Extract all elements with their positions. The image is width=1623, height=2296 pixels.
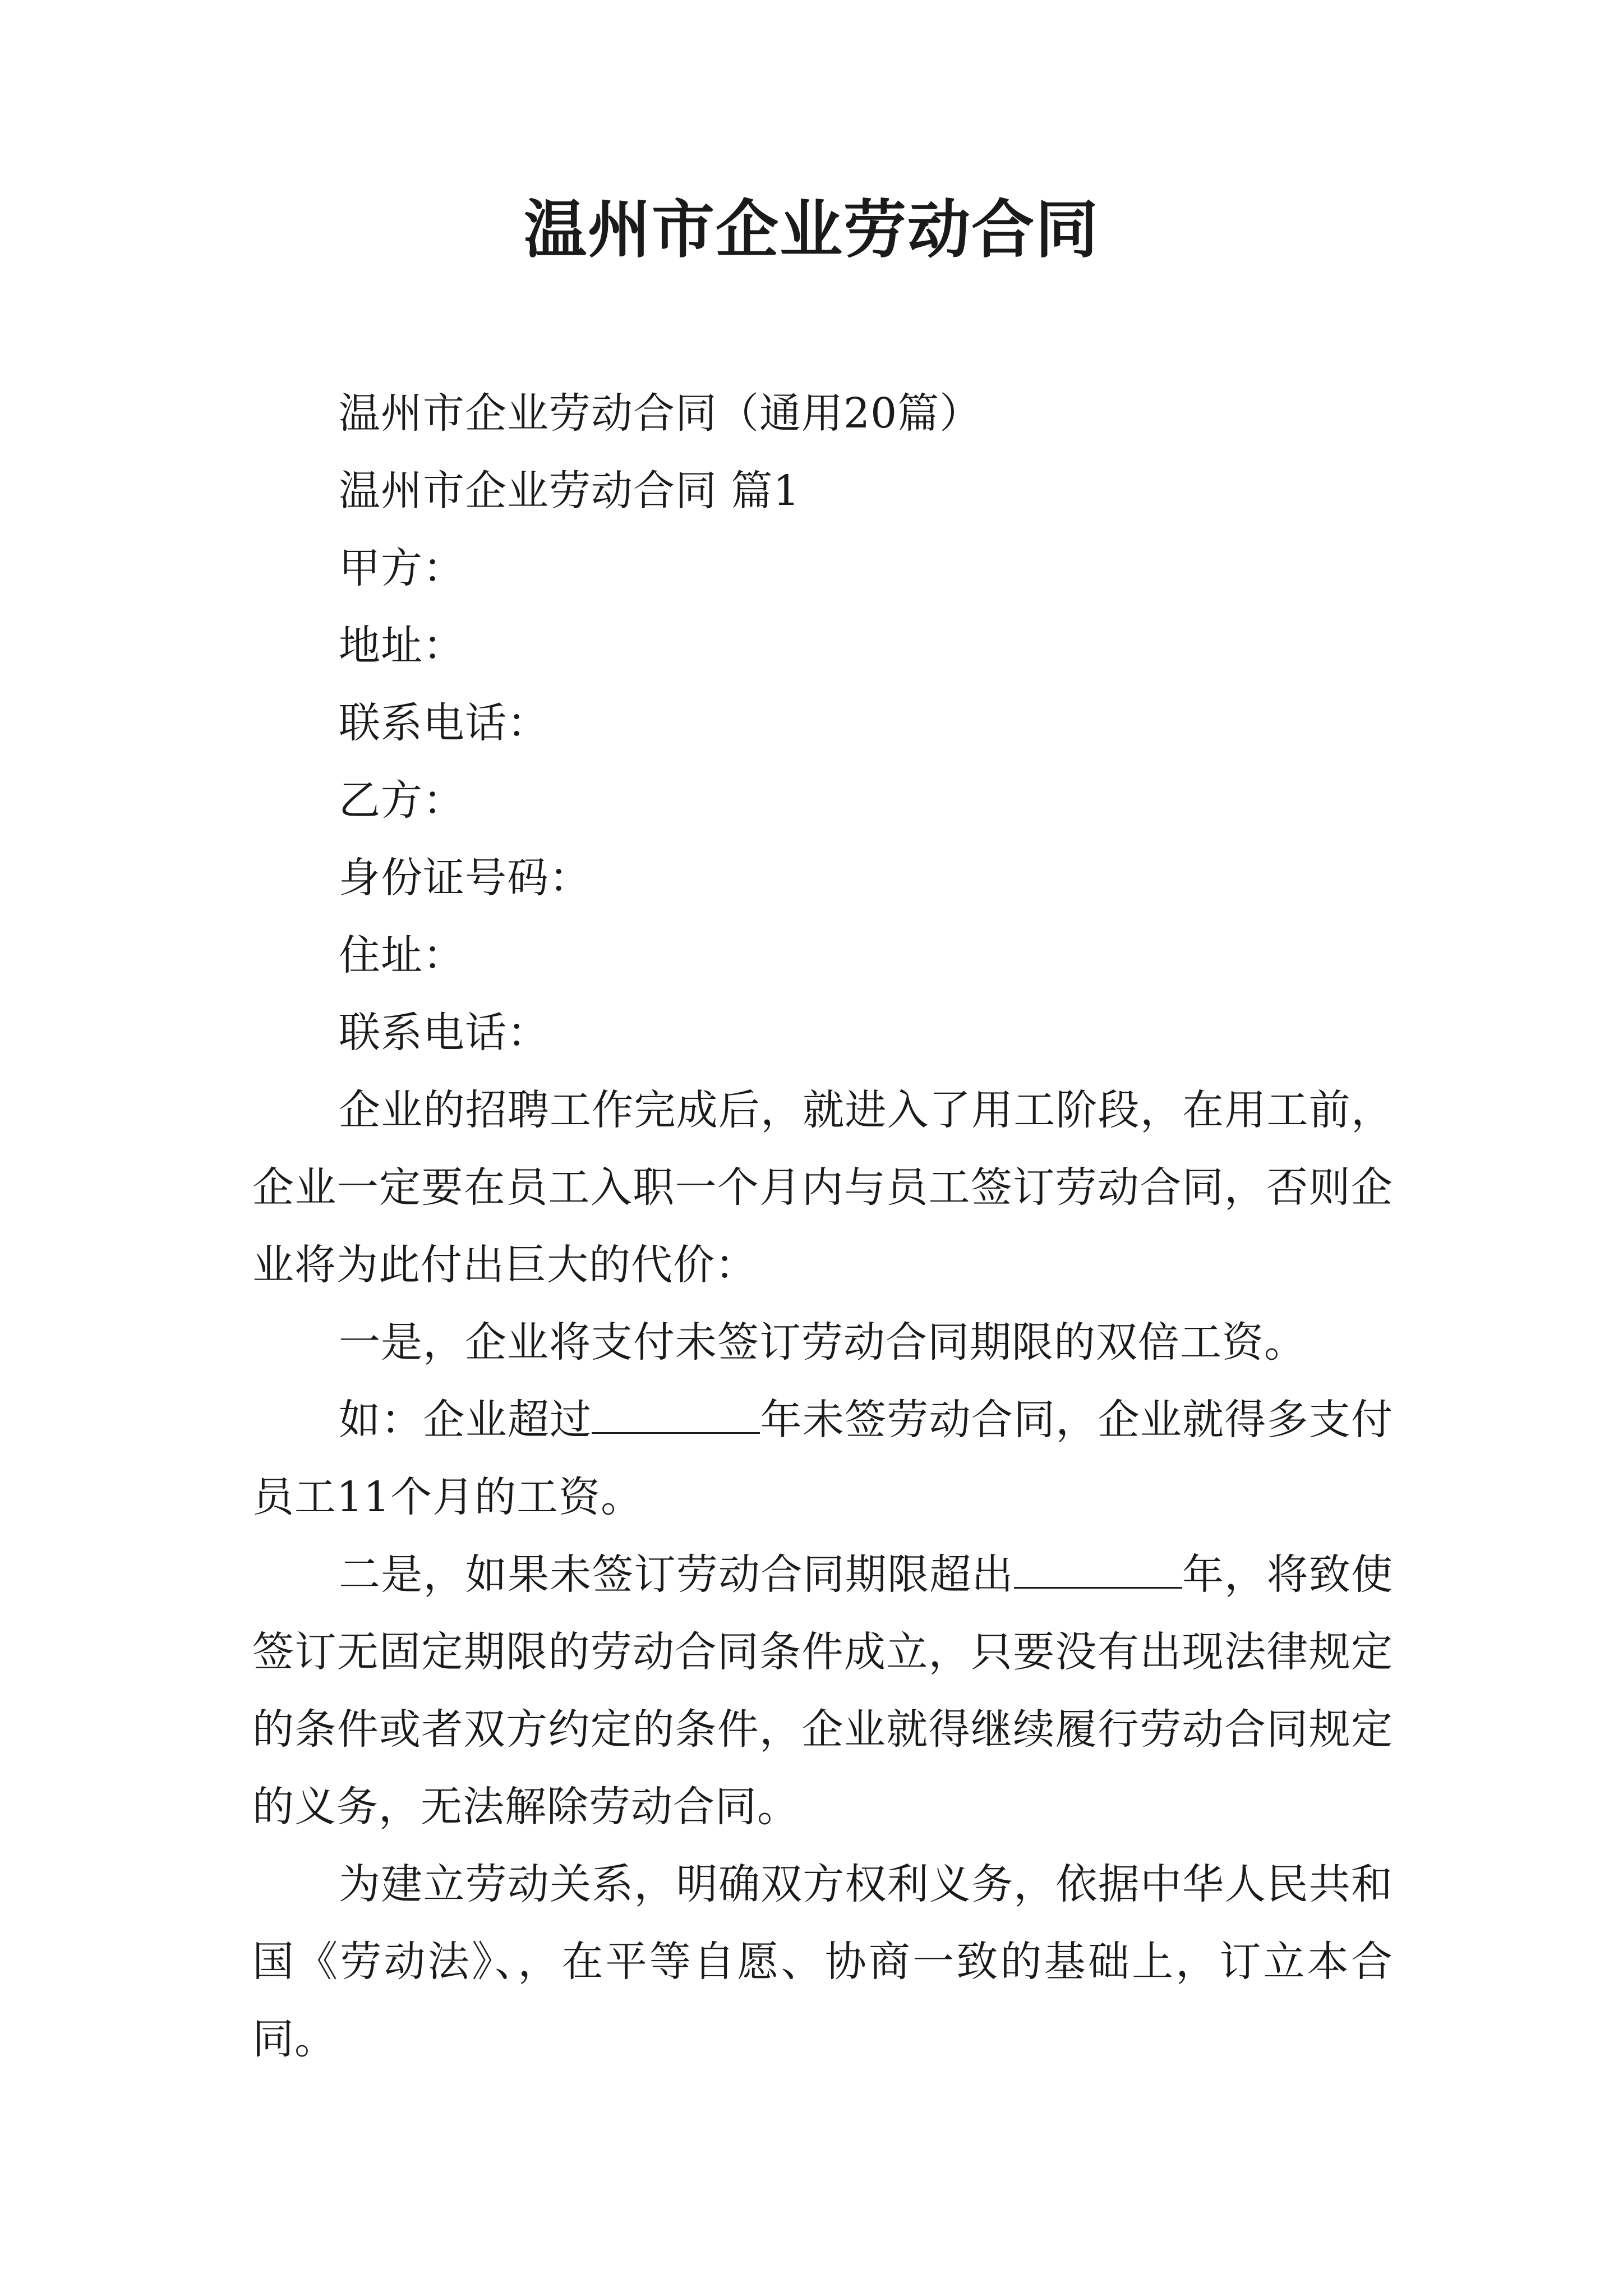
point-two-text-before: 二是，如果未签订劳动合同期限超出 [339,1550,1014,1599]
fill-in-blank-term [1014,1548,1182,1589]
phone-a-field: 联系电话： [339,699,549,747]
chapter-heading: 温州市企业劳动合同 篇1 [339,467,800,515]
phone-b-field: 联系电话： [339,1009,549,1057]
document-title: 温州市企业劳动合同 [524,193,1099,266]
residence-field: 住址： [339,931,465,979]
example-text-after: 年未签劳动合同，企业就得多支付员工11个月的工资。 [252,1396,1394,1521]
point-one-paragraph: 一是，企业将支付未签订劳动合同期限的双倍工资。 [339,1318,1306,1366]
example-paragraph [252,1381,1393,1536]
address-field: 地址： [339,622,465,670]
subtitle-line: 温州市企业劳动合同（通用20篇） [339,389,982,438]
example-text-before: 如：企业超过 [339,1396,592,1444]
fill-in-blank-years [592,1393,760,1434]
id-number-field: 身份证号码： [339,854,591,902]
document-body [252,375,1393,2078]
point-two-text-after: 年，将致使签订无固定期限的劳动合同条件成立，只要没有出现法律规定的条件或者双方约定的条件，企业就得继续履行劳动合同规定的义务，无法解除劳动合同。 [252,1550,1394,1831]
point-two-paragraph [252,1536,1393,1846]
purpose-paragraph: 为建立劳动关系，明确双方权利义务，依据中华人民共和国《劳动法》、，在平等自愿、协商一致的基础上，订立本合同。 [252,1860,1393,2063]
party-b-field: 乙方： [339,776,465,825]
party-a-field: 甲方： [339,544,465,592]
intro-paragraph: 企业的招聘工作完成后，就进入了用工阶段，在用工前，企业一定要在员工入职一个月内与员工签订劳动合同，否则企业将为此付出巨大的代价： [252,1086,1393,1289]
